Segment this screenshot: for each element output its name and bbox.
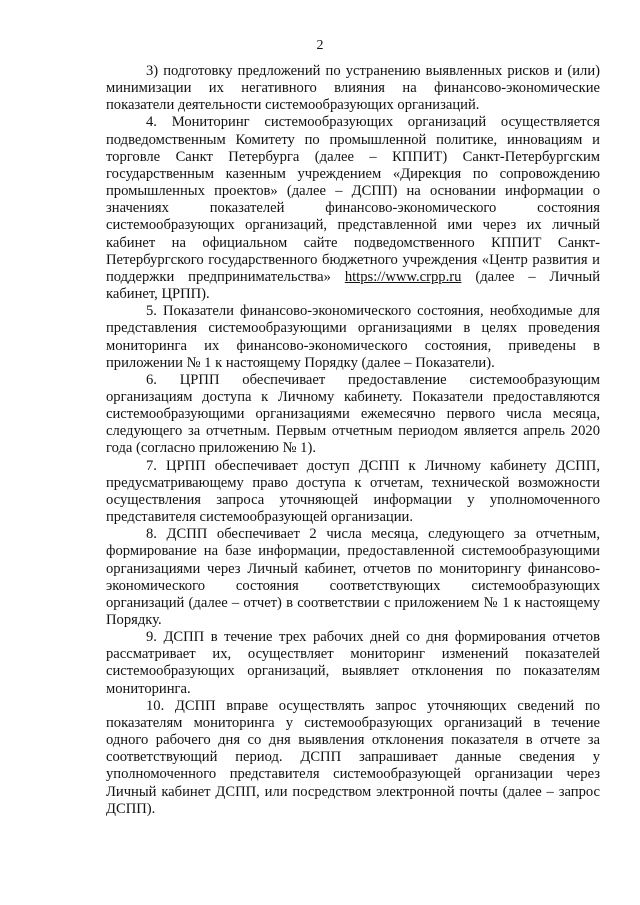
paragraph-item-3: 3) подготовку предложений по устранению выявленных рисков и (или) минимизации их негативного влияния на финансово-экономические показатели деятельности системообразующих организаций.	[106, 63, 600, 114]
paragraph-4-tail: (далее – Личный кабинет, ЦРПП).	[106, 268, 601, 303]
paragraph-7: 7. ЦРПП обеспечивает доступ ДСПП к Личному кабинету ДСПП, предусматривающему право доступа к отчетам, технической возможности осуществления запроса уточняющей информации у уполномоченного представителя системообразующей организации.	[106, 457, 600, 526]
paragraph-5: 5. Показатели финансово-экономического состояния, необходимые для представления системообразующими организациями в целях проведения мониторинга их финансово-экономического состояния, приведены в приложении № 1 к настоящему Порядку (далее – Показатели).	[106, 303, 600, 371]
paragraph-6: 6. ЦРПП обеспечивает предоставление системообразующим организациям доступа к Личному кабинету. Показатели предоставляются системообразующими организациями ежемесячно первого числа месяца, следующего за отчетным. Первым отчетным периодом является апрель 2020 года (согласно приложению № 1).	[106, 371, 600, 457]
document-body	[106, 63, 600, 818]
paragraph-4-text: 4. Мониторинг системообразующих организаций осуществляется подведомственным Комитету по промышленной политике, инновациям и торговле Санкт Петербурга (далее – КППИТ) Санкт-Петербургским государственным казенным учреждением «Дирекция по сопровождению промышленных проектов» (далее – ДСПП) на основании информации о значениях показателей финансово-экономического состояния системообразующих организаций, представленной ими через их личный кабинет на официальном сайте подведомственного КППИТ Санкт-Петербургского государственного бюджетного учреждения «Центр развития и поддержки предпринимательства»	[106, 114, 600, 285]
paragraph-8: 8. ДСПП обеспечивает 2 числа месяца, следующего за отчетным, формирование на базе информации, предоставленной системообразующими организациями через Личный кабинет, отчетов по мониторингу финансово-экономического состояния соответствующих системообразующих организаций (далее – отчет) в соответствии с приложением № 1 к настоящему Порядку.	[106, 526, 600, 628]
crpp-website-link[interactable]: https://www.crpp.ru	[344, 268, 462, 285]
paragraph-4	[106, 114, 600, 303]
page-number: 2	[316, 38, 324, 53]
paragraph-10: 10. ДСПП вправе осуществлять запрос уточняющих сведений по показателям мониторинга у системообразующих организаций в течение одного рабочего дня со дня выявления отклонения показателя в отчете за соответствующий период. ДСПП запрашивает данные сведения у уполномоченного представителя системообразующей организации через Личный кабинет ДСПП, или посредством электронной почты (далее – запрос ДСПП).	[106, 697, 600, 817]
paragraph-9: 9. ДСПП в течение трех рабочих дней со дня формирования отчетов рассматривает их, осуществляет мониторинг изменений показателей системообразующих организаций, выявляет отклонения по показателям мониторинга.	[106, 629, 600, 697]
